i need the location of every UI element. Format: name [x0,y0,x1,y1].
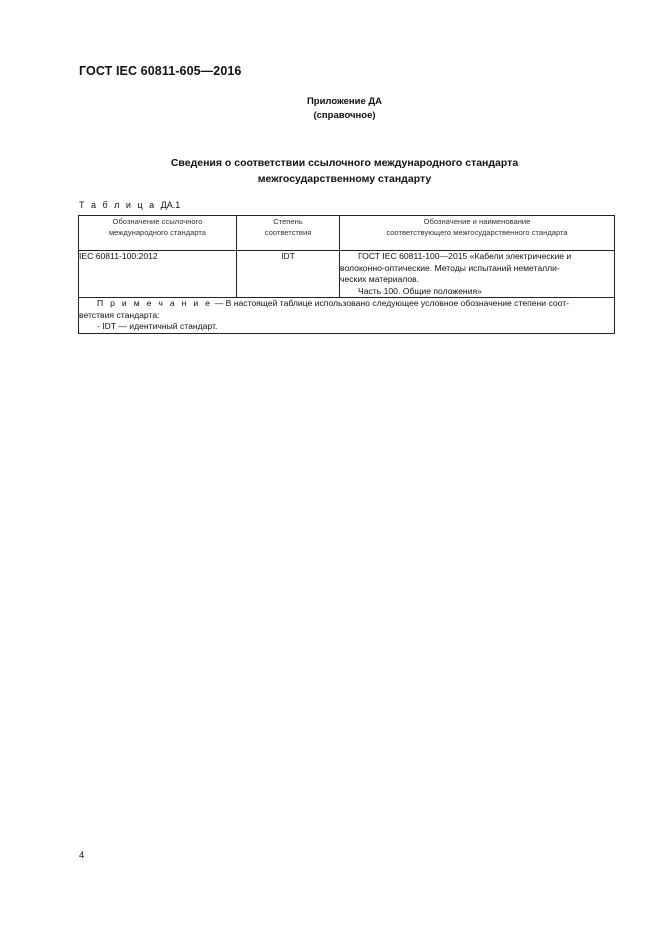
appendix-subtitle: (справочное) [313,110,376,121]
cell-standard-line: волоконно-оптические. Методы испытаний неметалли- [340,262,560,273]
header-cell-text: соответствия [264,228,312,237]
standard-code-header: ГОСТ IEC 60811-605—2016 [79,64,242,78]
cell-degree: IDT [237,251,340,298]
correspondence-table [78,215,615,334]
header-cell-text: Степень [273,217,303,226]
header-interstate-standard [340,216,615,251]
table-note [79,298,615,334]
page-number: 4 [79,850,85,861]
document-title-line1: Сведения о соответствии ссылочного международного стандарта [170,157,519,169]
note-text: — В настоящей таблице использовано следующее условное обозначение степени соот- [212,298,570,308]
cell-standard-line: ческих материалов. [340,274,420,284]
document-title-line2: межгосударственному стандарту [257,173,432,185]
cell-reference: IEC 60811-100:2012 [79,251,237,298]
header-cell-text: международного стандарта [108,228,207,237]
table-label-word: Т а б л и ц а [79,200,157,210]
note-line2: ветствия стандарта: [79,309,160,320]
appendix-heading [0,95,661,123]
header-reference-standard [79,216,237,251]
table-header-row [79,216,615,251]
note-line3: - IDT — идентичный стандарт. [97,321,218,331]
header-cell-text: соответствующего межгосударственного стандарта [386,228,568,237]
document-title [0,155,661,187]
cell-standard [340,251,615,298]
cell-standard-line: ГОСТ IEC 60811-100—2015 «Кабели электрические и [358,251,572,261]
header-degree [237,216,340,251]
note-line1 [79,298,614,310]
header-cell-text: Обозначение ссылочного [112,217,203,226]
table-row [79,251,615,298]
table-label [79,200,180,210]
table-note-row [79,298,615,334]
cell-standard-line: Часть 100. Общие положения» [358,285,482,296]
table-label-number: ДА.1 [160,200,181,210]
note-label: П р и м е ч а н и е [97,298,213,308]
appendix-title: Приложение ДА [306,96,383,107]
header-cell-text: Обозначение и наименование [423,217,531,226]
